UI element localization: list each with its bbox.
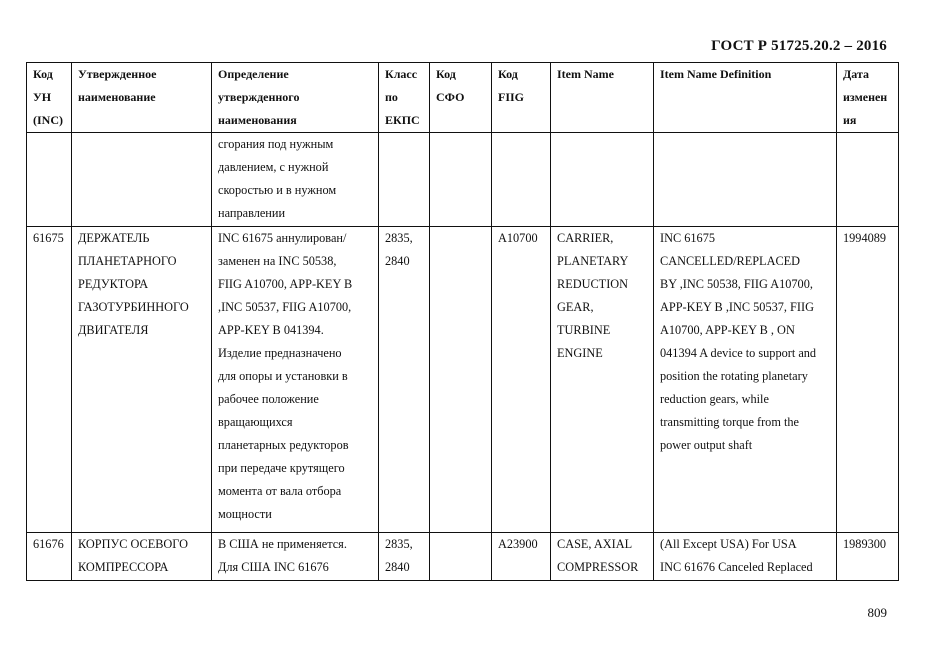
table-row bbox=[27, 533, 899, 581]
cell-fiig: A23900 bbox=[492, 533, 551, 581]
catalog-table bbox=[26, 62, 899, 581]
cell-item-definition bbox=[654, 133, 837, 227]
page-number: 809 bbox=[867, 605, 887, 620]
col-header-item-name: Item Name bbox=[551, 63, 654, 133]
cell-date: 1994089 bbox=[837, 227, 899, 533]
cell-definition: сгорания под нужным давлением, с нужной скоростью и в нужном направлении bbox=[212, 133, 379, 227]
cell-sfo bbox=[430, 133, 492, 227]
cell-class: 2835, 2840 bbox=[379, 533, 430, 581]
table-header-row bbox=[27, 63, 899, 133]
cell-class bbox=[379, 133, 430, 227]
col-header-class: Класс по ЕКПС bbox=[379, 63, 430, 133]
col-header-approved-name: Утвержденное наименование bbox=[72, 63, 212, 133]
cell-fiig: A10700 bbox=[492, 227, 551, 533]
col-header-sfo: Код СФО bbox=[430, 63, 492, 133]
cell-name: ДЕРЖАТЕЛЬ ПЛАНЕТАРНОГО РЕДУКТОРА ГАЗОТУРБИННОГО ДВИГАТЕЛЯ bbox=[72, 227, 212, 533]
cell-name bbox=[72, 133, 212, 227]
cell-name: КОРПУС ОСЕВОГО КОМПРЕССОРА bbox=[72, 533, 212, 581]
cell-definition: В США не применяется. Для США INC 61676 bbox=[212, 533, 379, 581]
cell-item-name: CARRIER, PLANETARY REDUCTION GEAR, TURBINE ENGINE bbox=[551, 227, 654, 533]
cell-class: 2835, 2840 bbox=[379, 227, 430, 533]
cell-date bbox=[837, 133, 899, 227]
cell-item-name bbox=[551, 133, 654, 227]
col-header-inc: Код УН (INC) bbox=[27, 63, 72, 133]
cell-definition: INC 61675 аннулирован/ заменен на INC 50538, FIIG A10700, APP-KEY B ,INC 50537, FIIG A10700, APP-KEY B 041394. Изделие предназначено для опоры и установки в рабочее положение вращающихся планетарных редукторов при передаче крутящего момента от вала отбора мощности bbox=[212, 227, 379, 533]
cell-item-definition: (All Except USA) For USA INC 61676 Canceled Replaced bbox=[654, 533, 837, 581]
col-header-definition: Определение утвержденного наименования bbox=[212, 63, 379, 133]
col-header-fiig: Код FIIG bbox=[492, 63, 551, 133]
cell-sfo bbox=[430, 533, 492, 581]
cell-item-definition: INC 61675 CANCELLED/REPLACED BY ,INC 50538, FIIG A10700, APP-KEY B ,INC 50537, FIIG A10700, APP-KEY B , ON 041394 A device to support and position the rotating planetary reduction gears, while transmitting torque from the power output shaft bbox=[654, 227, 837, 533]
cell-inc: 61675 bbox=[27, 227, 72, 533]
cell-fiig bbox=[492, 133, 551, 227]
table-row bbox=[27, 133, 899, 227]
col-header-date: Дата изменен ия bbox=[837, 63, 899, 133]
cell-inc: 61676 bbox=[27, 533, 72, 581]
table-row bbox=[27, 227, 899, 533]
cell-date: 1989300 bbox=[837, 533, 899, 581]
col-header-item-definition: Item Name Definition bbox=[654, 63, 837, 133]
cell-item-name: CASE, AXIAL COMPRESSOR bbox=[551, 533, 654, 581]
cell-sfo bbox=[430, 227, 492, 533]
document-header: ГОСТ Р 51725.20.2 – 2016 bbox=[711, 38, 887, 54]
cell-inc bbox=[27, 133, 72, 227]
